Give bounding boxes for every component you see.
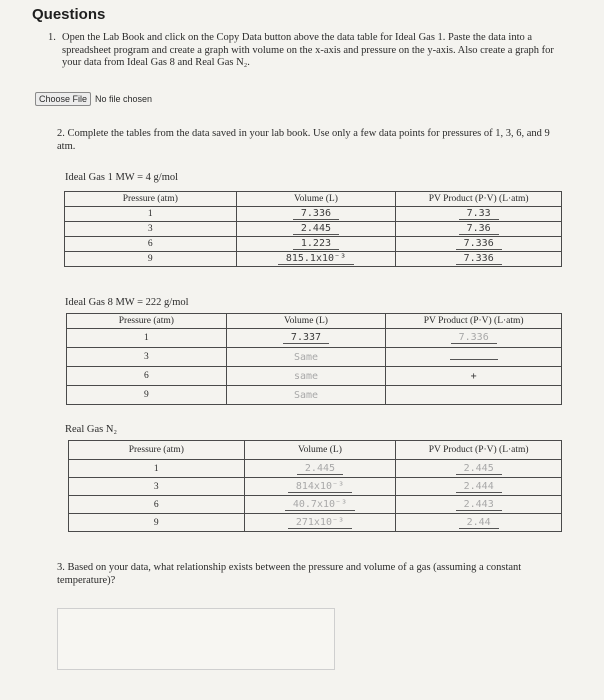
volume-cell[interactable] — [244, 478, 396, 496]
pv-value: 7.336 — [456, 238, 502, 250]
question-3-number: 3. — [57, 562, 65, 573]
pv-value: 7.36 — [459, 223, 499, 235]
pv-cell[interactable] — [386, 367, 562, 386]
pressure-cell: 1 — [65, 207, 237, 222]
pressure-cell: 6 — [65, 237, 237, 252]
file-status: No file chosen — [95, 94, 153, 104]
question-2-number: 2. — [57, 128, 65, 139]
pv-value: 7.336 — [456, 253, 502, 265]
page-title: Questions — [32, 6, 106, 23]
volume-cell[interactable] — [226, 386, 386, 405]
col-header-volume: Volume (L) — [226, 314, 386, 329]
col-header-pressure: Pressure (atm) — [65, 192, 237, 207]
table-header-row — [69, 441, 562, 460]
pressure-cell: 3 — [65, 222, 237, 237]
table-row — [67, 329, 562, 348]
pv-cell[interactable] — [396, 252, 562, 267]
choose-file-button[interactable]: Choose File — [35, 92, 91, 106]
table-row — [65, 237, 562, 252]
pressure-cell: 3 — [69, 478, 245, 496]
volume-value: 815.1x10⁻³ — [278, 253, 354, 265]
volume-cell[interactable] — [236, 252, 396, 267]
volume-cell[interactable] — [244, 514, 396, 532]
volume-cell[interactable] — [236, 207, 396, 222]
volume-value: 7.336 — [293, 208, 339, 220]
col-header-pv: PV Product (P·V) (L·atm) — [386, 314, 562, 329]
pv-cell[interactable] — [396, 514, 562, 532]
question-1-text: Open the Lab Book and click on the Copy Data button above the data table for Ideal Gas 1. Paste the data into a spreadsheet program and create a graph with volume on the x-axis and pressure on the y-axis. Also create a graph for your data from Ideal Gas 8 and Real Gas N₂. — [62, 32, 554, 68]
col-header-volume: Volume (L) — [244, 441, 396, 460]
pressure-cell: 3 — [67, 348, 227, 367]
volume-value: Same — [293, 389, 319, 401]
pv-cell[interactable] — [396, 237, 562, 252]
table-row — [65, 222, 562, 237]
col-header-pressure: Pressure (atm) — [69, 441, 245, 460]
question-3 — [57, 562, 567, 587]
pressure-cell: 1 — [69, 460, 245, 478]
pressure-cell: 9 — [69, 514, 245, 532]
table-ideal-gas-1 — [64, 191, 562, 267]
pv-cell[interactable] — [396, 496, 562, 514]
table-1-heading: Ideal Gas 1 MW = 4 g/mol — [65, 172, 179, 183]
pressure-cell: 6 — [69, 496, 245, 514]
table-row — [69, 460, 562, 478]
pv-value: 7.336 — [451, 332, 497, 344]
table-header-row — [65, 192, 562, 207]
pv-value: 2.443 — [456, 499, 502, 511]
table-row — [67, 367, 562, 386]
volume-value: 2.445 — [293, 223, 339, 235]
volume-cell[interactable] — [244, 496, 396, 514]
col-header-pv: PV Product (P·V) (L·atm) — [396, 192, 562, 207]
pv-cell[interactable] — [396, 478, 562, 496]
table-row — [65, 252, 562, 267]
volume-value: 1.223 — [293, 238, 339, 250]
pv-cell[interactable] — [396, 207, 562, 222]
question-2-text: Complete the tables from the data saved in your lab book. Use only a few data points for pressures of 1, 3, 6, and 9 atm. — [57, 128, 550, 152]
table-row — [67, 348, 562, 367]
table-3-heading: Real Gas N₂ — [65, 424, 118, 435]
answer-textarea[interactable] — [57, 608, 335, 670]
volume-cell[interactable] — [226, 329, 386, 348]
col-header-pv: PV Product (P·V) (L·atm) — [396, 441, 562, 460]
volume-value: 40.7x10⁻³ — [285, 499, 355, 511]
volume-cell[interactable] — [226, 348, 386, 367]
pv-cell[interactable] — [386, 348, 562, 367]
volume-value: 7.337 — [283, 332, 329, 344]
table-2-heading: Ideal Gas 8 MW = 222 g/mol — [65, 297, 189, 308]
pv-value: 2.445 — [456, 463, 502, 475]
volume-value: 271x10⁻³ — [288, 517, 352, 529]
pressure-cell: 9 — [67, 386, 227, 405]
pressure-cell: 1 — [67, 329, 227, 348]
pv-value: 7.33 — [459, 208, 499, 220]
volume-cell[interactable] — [244, 460, 396, 478]
question-1-number: 1. — [48, 32, 56, 43]
volume-value: Same — [293, 351, 319, 363]
pressure-cell: 9 — [65, 252, 237, 267]
pv-cell[interactable] — [396, 460, 562, 478]
pv-value — [450, 359, 498, 360]
question-3-text: Based on your data, what relationship exists between the pressure and volume of a gas (assuming a constant temperature)? — [57, 562, 522, 586]
col-header-volume: Volume (L) — [236, 192, 396, 207]
volume-cell[interactable] — [226, 367, 386, 386]
volume-value: 2.445 — [297, 463, 343, 475]
question-1 — [50, 32, 560, 70]
table-row — [69, 514, 562, 532]
pv-cell[interactable] — [386, 386, 562, 405]
question-2 — [57, 128, 567, 153]
table-ideal-gas-8 — [66, 313, 562, 405]
pv-value: + — [470, 370, 477, 382]
table-row — [69, 478, 562, 496]
volume-value: 814x10⁻³ — [288, 481, 352, 493]
volume-cell[interactable] — [236, 222, 396, 237]
volume-value: same — [293, 370, 319, 382]
pv-value: 2.44 — [459, 517, 499, 529]
table-header-row — [67, 314, 562, 329]
pv-cell[interactable] — [396, 222, 562, 237]
table-row — [65, 207, 562, 222]
pv-cell[interactable] — [386, 329, 562, 348]
volume-cell[interactable] — [236, 237, 396, 252]
table-row — [67, 386, 562, 405]
table-real-gas-n2 — [68, 440, 562, 532]
pressure-cell: 6 — [67, 367, 227, 386]
col-header-pressure: Pressure (atm) — [67, 314, 227, 329]
pv-value: 2.444 — [456, 481, 502, 493]
table-row — [69, 496, 562, 514]
file-upload — [35, 92, 152, 106]
